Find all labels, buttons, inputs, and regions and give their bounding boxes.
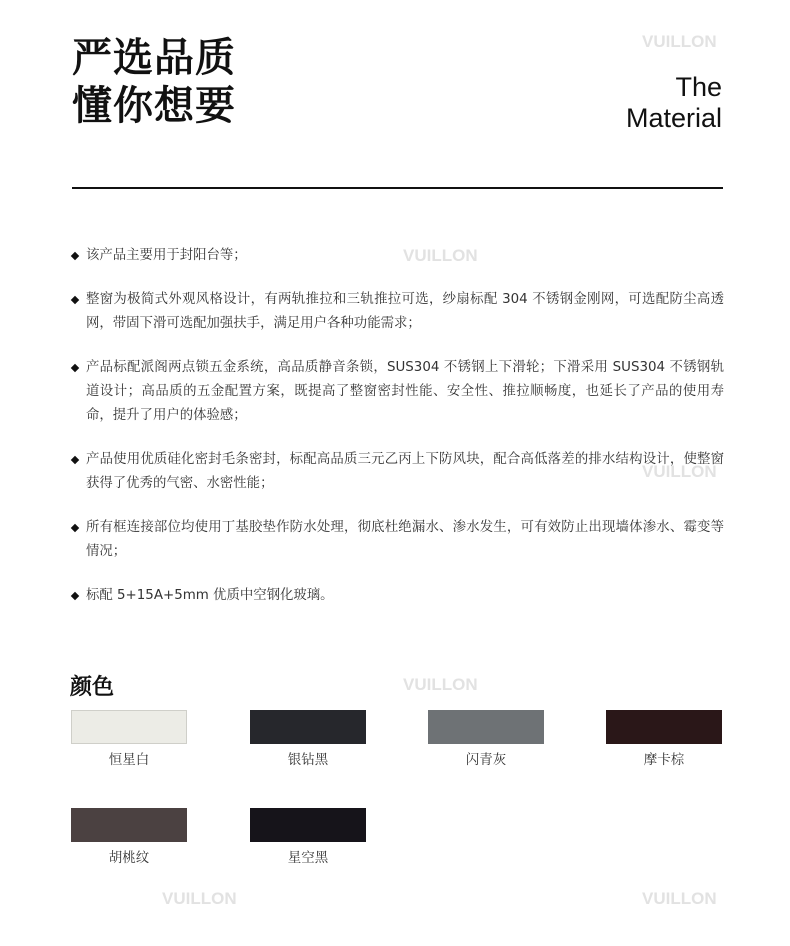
watermark-logo: VUILLON [162, 889, 237, 908]
color-chip [606, 710, 722, 744]
feature-text: 整窗为极简式外观风格设计，有两轨推拉和三轨推拉可选，纱扇标配 304 不锈钢金刚网，可选配防尘高透网，带固下滑可选配加强扶手，满足用户各种功能需求； [86, 292, 724, 331]
color-chip [71, 710, 187, 744]
color-chip [428, 710, 544, 744]
color-name: 闪青灰 [465, 752, 507, 768]
page-title [72, 34, 236, 130]
color-swatch [250, 808, 366, 867]
color-swatch [71, 808, 187, 867]
feature-item [70, 288, 724, 336]
feature-item [70, 584, 724, 608]
page-subtitle-line1: The [675, 72, 722, 102]
color-swatch [250, 710, 366, 769]
page-subtitle-line2: Material [625, 103, 722, 133]
feature-text: 产品标配派阁两点锁五金系统，高品质静音条锁，SUS304 不锈钢上下滑轮；下滑采用 SUS304 不锈钢轨道设计；高品质的五金配置方案，既提高了整窗密封性能、安全性、推拉顺畅度，也延长了产品的使用寿命，提升了用户的体验感； [86, 360, 724, 423]
feature-list [70, 244, 724, 628]
page-title-line1: 严选品质 [72, 35, 236, 81]
page-subtitle [626, 72, 722, 134]
bullet-diamond-icon [71, 456, 79, 464]
color-swatch [606, 710, 722, 769]
feature-item [70, 516, 724, 564]
color-chip [250, 808, 366, 842]
page-title-line2: 懂你想要 [72, 83, 236, 129]
colors-heading: 颜色 [70, 675, 115, 700]
bullet-diamond-icon [71, 524, 79, 532]
bullet-diamond-icon [71, 364, 79, 372]
watermark-logo: VUILLON [642, 889, 717, 908]
feature-text: 产品使用优质硅化密封毛条密封，标配高品质三元乙丙上下防风块，配合高低落差的排水结构设计，使整窗获得了优秀的气密、水密性能； [86, 452, 724, 491]
watermark-logo: VUILLON [642, 32, 717, 51]
divider [72, 187, 723, 189]
feature-item [70, 448, 724, 496]
color-name: 恒星白 [108, 752, 150, 768]
color-name: 摩卡棕 [643, 752, 685, 768]
feature-text: 所有框连接部位均使用丁基胶垫作防水处理，彻底杜绝漏水、渗水发生，可有效防止出现墙体渗水、霉变等情况； [86, 520, 724, 559]
color-swatch [428, 710, 544, 769]
color-swatch [71, 710, 187, 769]
feature-item [70, 356, 724, 428]
feature-text: 该产品主要用于封阳台等； [86, 248, 247, 263]
bullet-diamond-icon [71, 296, 79, 304]
watermark-logo: VUILLON [403, 675, 478, 694]
feature-text: 标配 5+15A+5mm 优质中空钢化玻璃。 [86, 588, 334, 603]
color-chip [71, 808, 187, 842]
bullet-diamond-icon [71, 592, 79, 600]
feature-item [70, 244, 724, 268]
color-name: 星空黑 [287, 850, 329, 866]
bullet-diamond-icon [71, 252, 79, 260]
color-chip [250, 710, 366, 744]
color-name: 胡桃纹 [108, 850, 150, 866]
color-name: 银钻黑 [287, 752, 329, 768]
watermark-logo: VUILLON [642, 462, 717, 481]
watermark-logo: VUILLON [403, 246, 478, 265]
